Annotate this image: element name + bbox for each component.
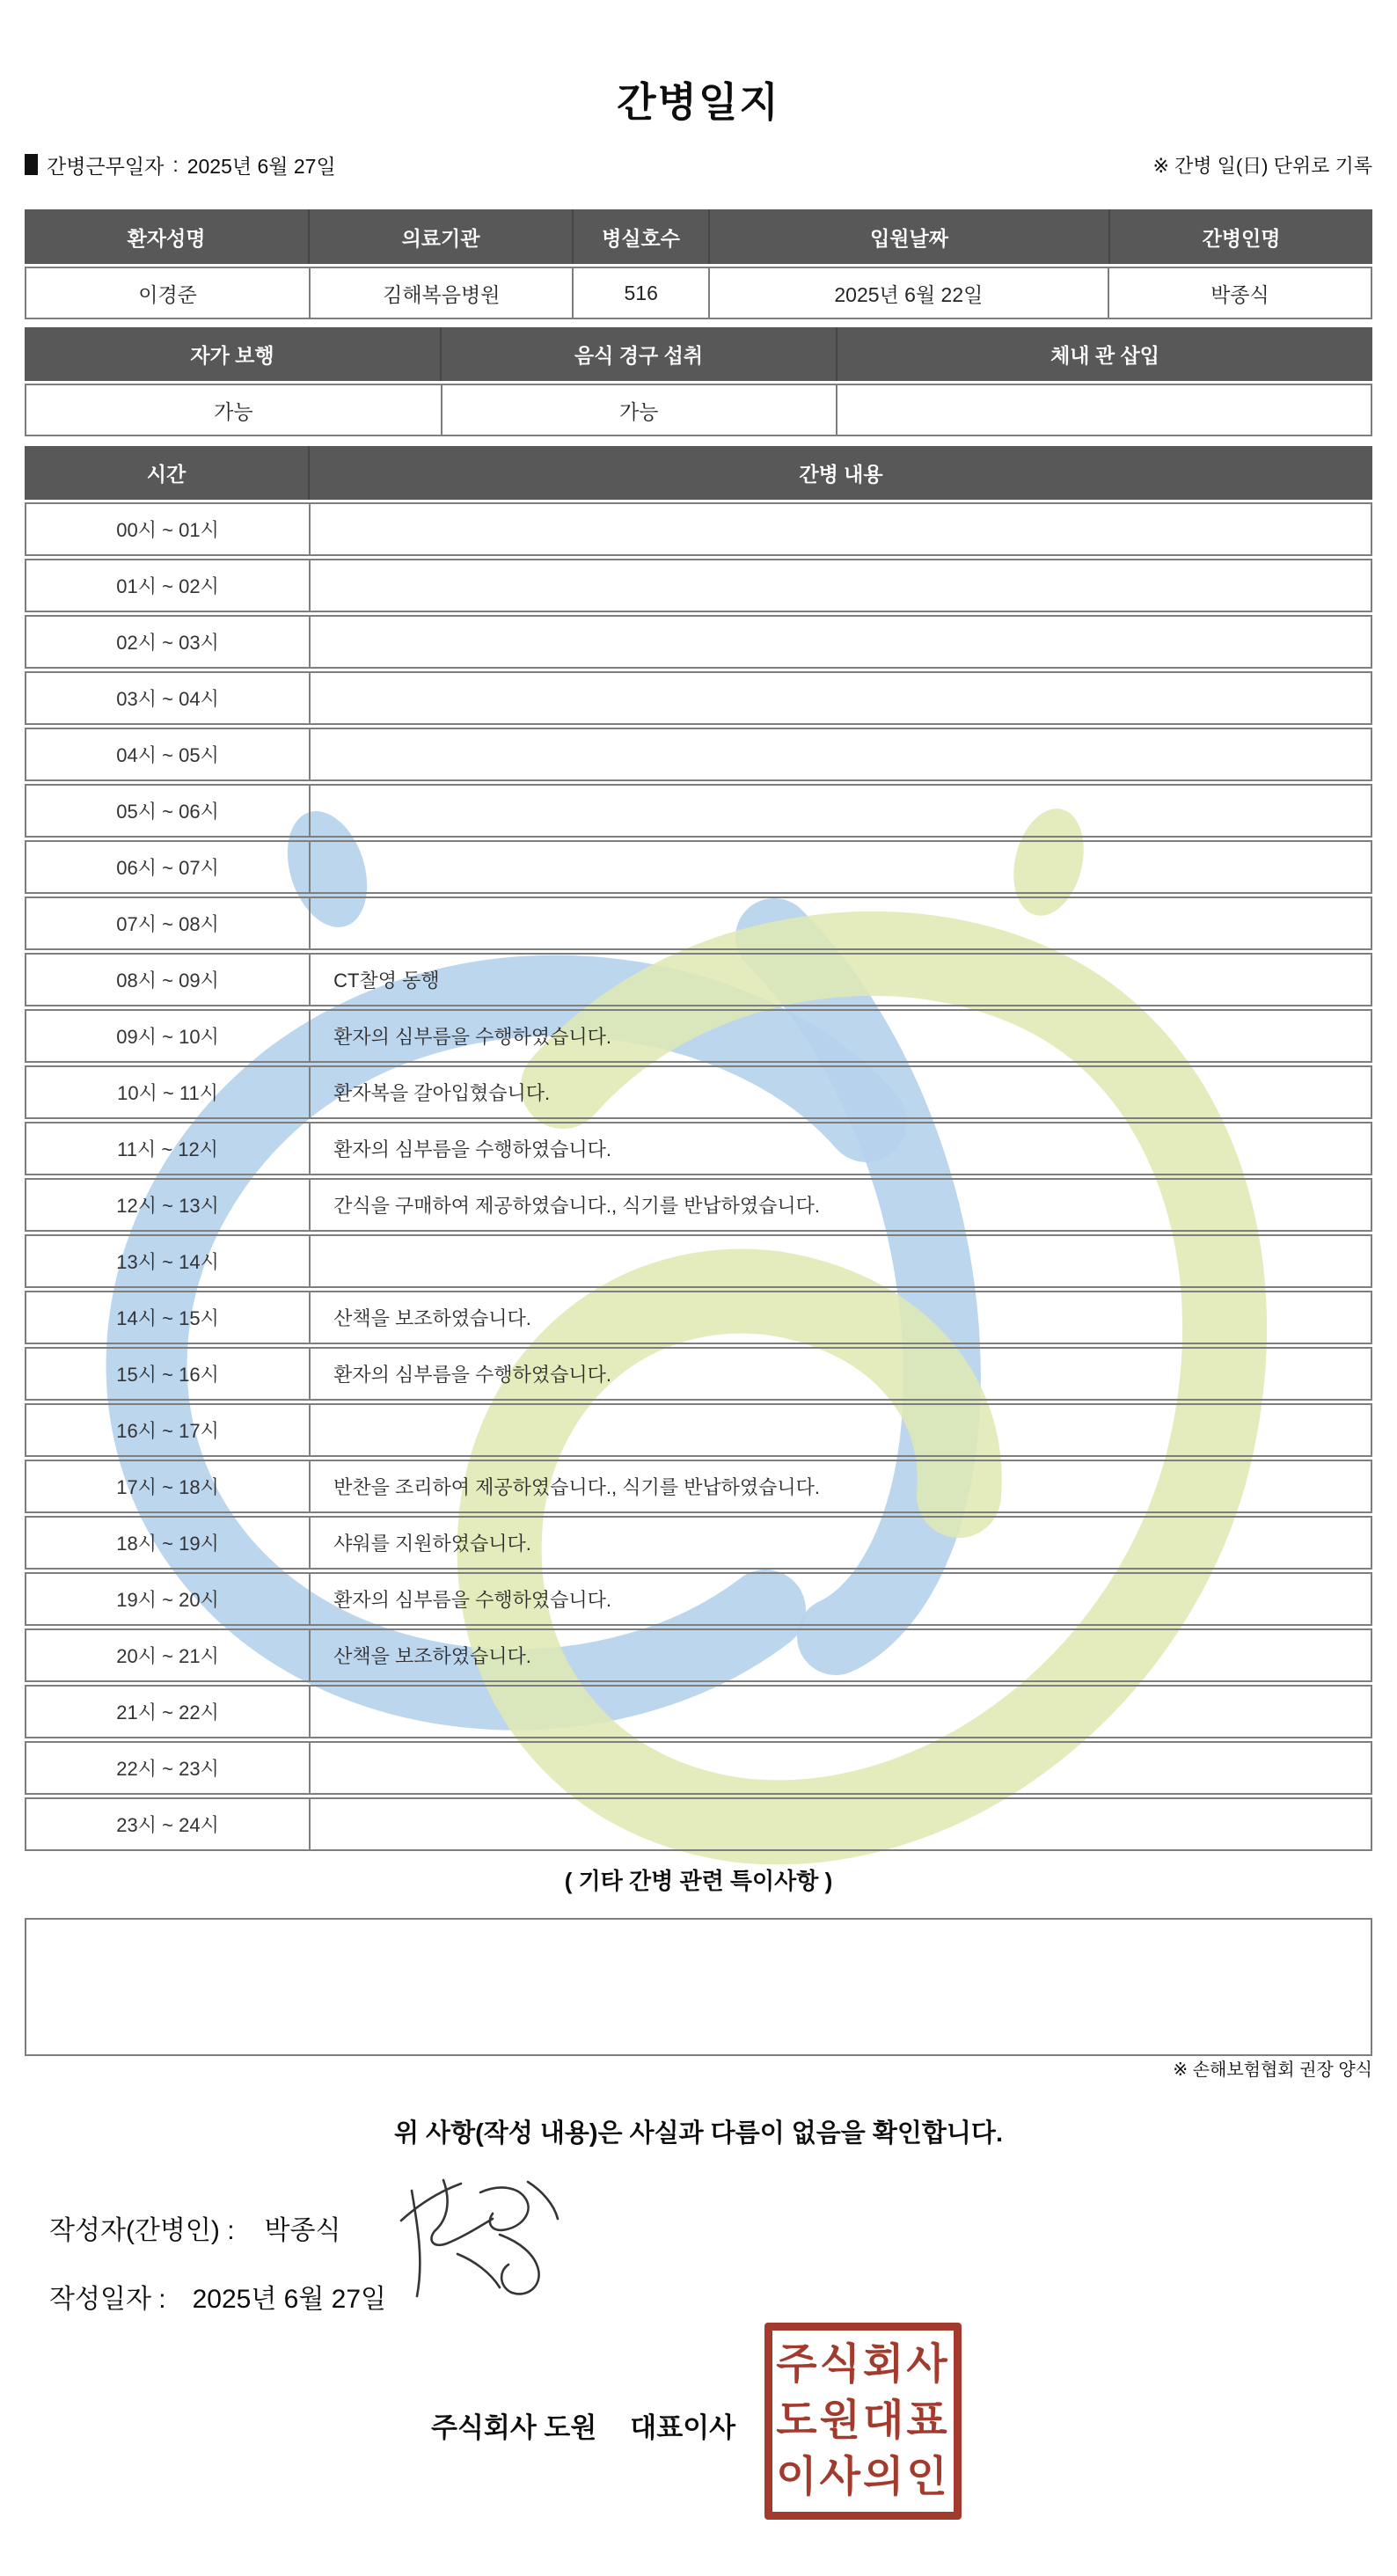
bullet-square-icon: [25, 154, 38, 175]
care-row-content: [309, 560, 1371, 611]
care-row-time: 00시 ~ 01시: [116, 519, 219, 541]
written-date-value: 2025년 6월 27일: [192, 2285, 386, 2314]
care-row-content: 환자의 심부름을 수행하였습니다.: [309, 1349, 1371, 1399]
care-row-content: 환자의 심부름을 수행하였습니다.: [309, 1574, 1371, 1624]
care-row-content: [309, 617, 1371, 667]
care-row: [25, 1797, 1372, 1851]
care-row-content: [309, 1236, 1371, 1286]
header-care-content: 간병 내용: [308, 446, 1372, 500]
room-number: 516: [572, 268, 708, 318]
care-row-time: 21시 ~ 22시: [116, 1701, 219, 1723]
stamp-row: 도원대표: [776, 2397, 950, 2444]
care-row-time: 19시 ~ 20시: [116, 1589, 219, 1611]
care-row-content: [309, 729, 1371, 779]
care-row-time: 06시 ~ 07시: [116, 857, 219, 879]
care-row-content: [309, 786, 1371, 836]
patient-table-row: [25, 267, 1372, 319]
care-row-content: [309, 842, 1371, 892]
care-table-header: [25, 446, 1372, 500]
care-row: [25, 953, 1372, 1006]
care-row-time: 09시 ~ 10시: [116, 1026, 219, 1048]
care-row-content: [309, 898, 1371, 948]
care-row-time: 23시 ~ 24시: [116, 1814, 219, 1836]
company-ceo-line: [431, 2405, 735, 2445]
care-row-content: 샤워를 지원하였습니다.: [309, 1518, 1371, 1568]
care-row-time: 01시 ~ 02시: [116, 575, 219, 597]
written-date-label: 작성일자 :: [49, 2285, 166, 2314]
care-row-content: [309, 1743, 1371, 1793]
care-row-time: 08시 ~ 09시: [116, 970, 219, 992]
header-time: 시간: [146, 463, 187, 486]
care-row-time: 18시 ~ 19시: [116, 1533, 219, 1555]
care-row-time: 11시 ~ 12시: [117, 1138, 219, 1160]
care-row-time: 16시 ~ 17시: [116, 1420, 219, 1442]
care-row-time: 03시 ~ 04시: [116, 688, 219, 710]
care-row: [25, 1460, 1372, 1513]
ceo-label: 대표이사: [630, 2412, 736, 2443]
care-row: [25, 1178, 1372, 1232]
header-self-walking: 자가 보행: [190, 344, 274, 367]
patient-name: 이경준: [138, 282, 197, 306]
header-hospital: 의료기관: [308, 209, 572, 264]
care-row: [25, 1291, 1372, 1344]
corporate-seal-stamp: [764, 2323, 962, 2520]
care-row: [25, 728, 1372, 781]
care-row: [25, 615, 1372, 669]
writer-line: [49, 2208, 340, 2247]
care-row-content: 반찬을 조리하여 제공하였습니다., 식기를 반납하였습니다.: [309, 1461, 1371, 1511]
care-row-content: CT찰영 동행: [309, 955, 1371, 1005]
care-row-content: 산책을 보조하였습니다.: [309, 1630, 1371, 1680]
care-row: [25, 502, 1372, 556]
spacer: [596, 2405, 630, 2445]
work-date-value: 2025년 6월 27일: [187, 154, 336, 178]
care-table-body: [25, 502, 1372, 1854]
care-row-time: 22시 ~ 23시: [116, 1758, 219, 1780]
writer-label: 작성자(간병인) :: [49, 2216, 235, 2245]
care-row-content: 간식을 구매하여 제공하였습니다., 식기를 반납하였습니다.: [309, 1180, 1371, 1230]
care-row: [25, 784, 1372, 838]
care-row: [25, 1572, 1372, 1626]
care-row-content: 산책을 보조하였습니다.: [309, 1292, 1371, 1343]
care-row-time: 15시 ~ 16시: [116, 1364, 219, 1386]
hospital-name: 김해복음병원: [309, 268, 572, 318]
care-row: [25, 1122, 1372, 1175]
care-row-content: [309, 504, 1371, 554]
care-row-time: 07시 ~ 08시: [116, 913, 219, 935]
page-title: 간병일지: [617, 79, 780, 125]
etc-notes-box: [25, 1918, 1372, 2056]
care-row-time: 10시 ~ 11시: [117, 1082, 219, 1104]
care-row-content: 환자복을 갈아입혔습니다.: [309, 1067, 1371, 1117]
stamp-row: 이사의인: [776, 2454, 950, 2500]
care-row: [25, 1347, 1372, 1401]
care-row-time: 12시 ~ 13시: [116, 1195, 219, 1217]
writer-name: 박종식: [264, 2216, 341, 2245]
confirmation-statement: 위 사항(작성 내용)은 사실과 다름이 없음을 확인합니다.: [393, 2119, 1004, 2148]
work-date-label: 간병근무일자: [47, 154, 165, 178]
care-row-time: 14시 ~ 15시: [116, 1307, 219, 1329]
status-table-header: [25, 327, 1372, 381]
status-table-row: [25, 384, 1372, 436]
care-row: [25, 1065, 1372, 1119]
care-row-time: 04시 ~ 05시: [116, 744, 219, 766]
colon: :: [172, 152, 179, 176]
stamp-row: 주식회사: [776, 2341, 950, 2388]
care-row: [25, 1234, 1372, 1288]
header-admission-date: 입원날짜: [708, 209, 1108, 264]
care-row-content: [309, 673, 1371, 723]
caregiver-name: 박종식: [1108, 268, 1371, 318]
care-row-content: 환자의 심부름을 수행하였습니다.: [309, 1123, 1371, 1174]
tube-insertion-value: [836, 385, 1371, 435]
admission-date: 2025년 6월 22일: [708, 268, 1108, 318]
unit-note: ※ 간병 일(日) 단위로 기록: [1152, 154, 1372, 177]
care-row-content: 환자의 심부름을 수행하였습니다.: [309, 1011, 1371, 1061]
care-row: [25, 840, 1372, 894]
care-row: [25, 1741, 1372, 1795]
care-row: [25, 896, 1372, 950]
care-row: [25, 1628, 1372, 1682]
oral-intake-value: 가능: [441, 385, 836, 435]
written-date-line: [49, 2277, 386, 2316]
self-walking-value: 가능: [214, 399, 253, 423]
care-row-time: 05시 ~ 06시: [116, 801, 219, 823]
header-tube-insertion: 체내 관 삽입: [836, 327, 1372, 381]
care-row: [25, 1685, 1372, 1738]
header-caregiver-name: 간병인명: [1108, 209, 1372, 264]
care-row-time: 02시 ~ 03시: [116, 632, 219, 654]
header-room: 병실호수: [572, 209, 708, 264]
care-row: [25, 559, 1372, 612]
care-row-content: [309, 1405, 1371, 1455]
care-row: [25, 1009, 1372, 1063]
patient-table-header: [25, 209, 1372, 264]
care-row-time: 20시 ~ 21시: [116, 1645, 219, 1667]
care-row-content: [309, 1687, 1371, 1737]
care-row-content: [309, 1799, 1371, 1849]
form-note: ※ 손해보험협회 권장 양식: [1173, 2060, 1372, 2080]
meta-line: [25, 150, 1372, 179]
header-patient-name: 환자성명: [127, 226, 206, 250]
care-row: [25, 671, 1372, 725]
etc-section-title: ( 기타 간병 관련 특이사항 ): [564, 1868, 833, 1894]
header-oral-intake: 음식 경구 섭취: [440, 327, 836, 381]
care-row: [25, 1516, 1372, 1570]
care-row-time: 13시 ~ 14시: [116, 1251, 219, 1273]
handwritten-signature: [394, 2171, 574, 2312]
care-row: [25, 1403, 1372, 1457]
care-row-time: 17시 ~ 18시: [116, 1476, 219, 1498]
company-name: 주식회사 도원: [431, 2412, 597, 2443]
